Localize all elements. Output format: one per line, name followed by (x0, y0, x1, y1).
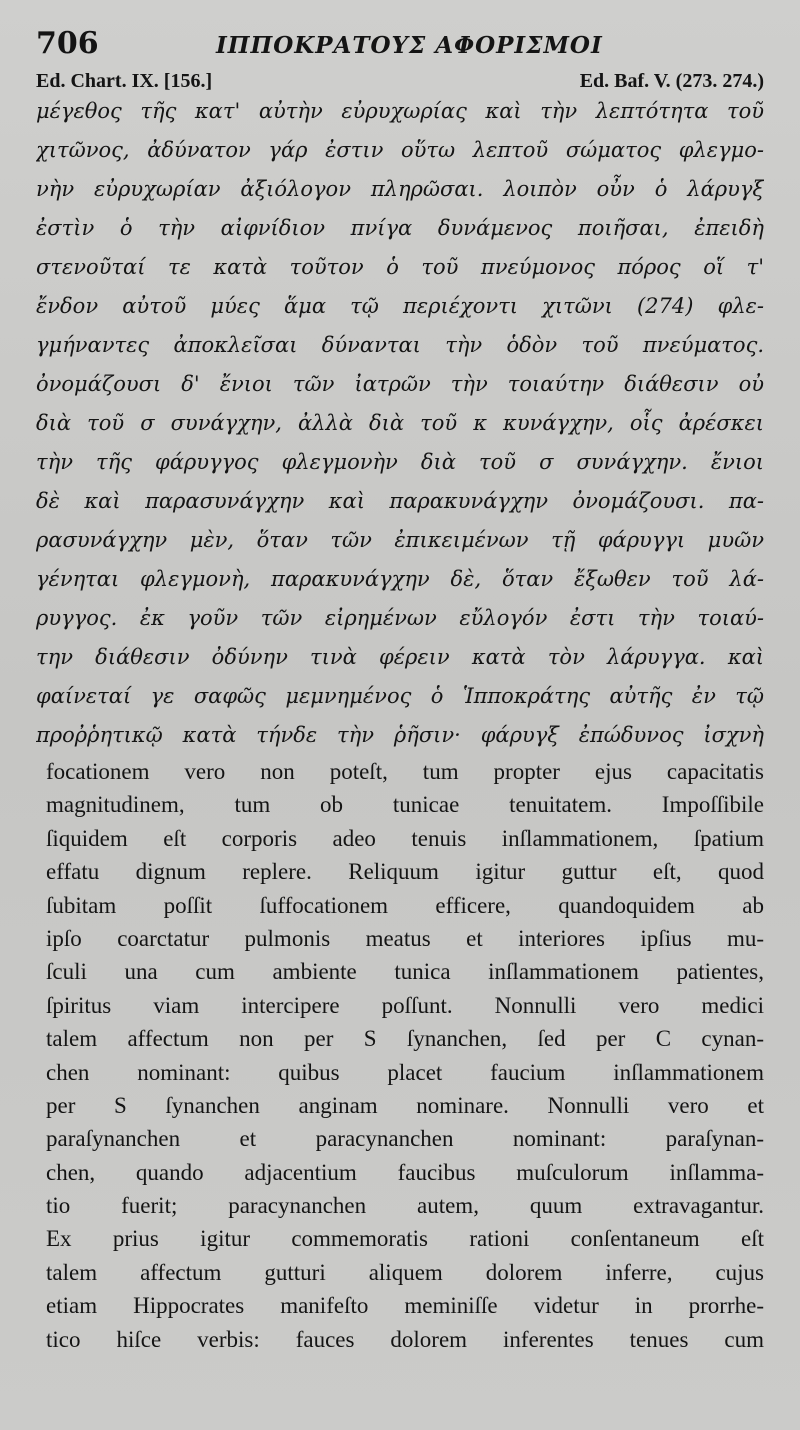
greek-text-line: ὀνομάζουσι δ' ἔνιοι τῶν ἰατρῶν τὴν τοιαύτην διάθεσιν οὐ (36, 372, 764, 396)
greek-text-line: ἐστὶν ὁ τὴν αἰφνίδιον πνίγα δυνάμενος ποιῆσαι, ἐπειδὴ (36, 216, 764, 240)
latin-text-line: tico hiſce verbis: fauces dolorem inferentes tenues cum (46, 1326, 764, 1352)
latin-text-line: etiam Hippocrates manifeſto meminiſſe videtur in prorrhe- (46, 1293, 764, 1319)
latin-text-line: per S ſynanchen anginam nominare. Nonnulli vero et (46, 1092, 764, 1118)
latin-text-line: focationem vero non poteſt, tum propter ejus capacitatis (46, 759, 764, 784)
greek-text-line: χιτῶνος, ἀδύνατον γάρ ἐστιν οὕτω λεπτοῦ σώματος φλεγμο- (36, 138, 764, 162)
greek-text-line: προῤῥητικῷ κατὰ τήνδε τὴν ῥῆσιν· φάρυγξ ἐπώδυνος ἰσχνὴ (36, 723, 764, 747)
greek-text-line: δὲ καὶ παρασυνάγχην καὶ παρακυνάγχην ὀνομάζουσι. πα- (36, 489, 764, 513)
greek-text-line: την διάθεσιν ὀδύνην τινὰ φέρειν κατὰ τὸν λάρυγγα. καὶ (36, 645, 764, 669)
greek-text-line: τὴν τῆς φάρυγγος φλεγμονὴν διὰ τοῦ σ συνάγχην. ἔνιοι (36, 450, 764, 474)
latin-text-line: ipſo coarctatur pulmonis meatus et interiores ipſius mu- (46, 925, 764, 951)
latin-text-line: magnitudinem, tum ob tunicae tenuitatem. Impoſſibile (46, 792, 764, 818)
greek-text-line: φαίνεταί γε σαφῶς μεμνημένος ὁ Ἱπποκράτης αὐτῆς ἐν τῷ (36, 684, 764, 708)
greek-text-line: ἔνδον αὐτοῦ μύες ἅμα τῷ περιέχοντι χιτῶνι (274) φλε- (36, 294, 764, 318)
edition-reference-right: Ed. Baf. V. (273. 274.) (579, 70, 764, 92)
latin-text-line: talem affectum non per S ſynanchen, ſed per C cynan- (46, 1026, 764, 1052)
latin-text-line: Ex prius igitur commemoratis rationi conſentaneum eſt (46, 1226, 764, 1252)
latin-text-line: effatu dignum replere. Reliquum igitur guttur eſt, quod (46, 859, 764, 885)
page-header (36, 26, 764, 66)
greek-text-line: διὰ τοῦ σ συνάγχην, ἀλλὰ διὰ τοῦ κ κυνάγχην, οἷς ἀρέσκει (36, 411, 764, 435)
greek-text-block (36, 92, 764, 755)
greek-text-line: στενοῦταί τε κατὰ τοῦτον ὁ τοῦ πνεύμονος πόρος οἵ τ' (36, 255, 764, 279)
latin-text-line: ſpiritus viam intercipere poſſunt. Nonnulli vero medici (46, 992, 764, 1018)
latin-text-line: chen, quando adjacentium faucibus muſculorum inſlamma- (46, 1159, 764, 1185)
greek-text-line: ρυγγος. ἐκ γοῦν τῶν εἰρημένων εὔλογόν ἐστι τὴν τοιαύ- (36, 606, 764, 630)
latin-text-line: ſubitam poſſit ſuffocationem efficere, quandoquidem ab (46, 892, 764, 918)
greek-text-line: ρασυνάγχην μὲν, ὅταν τῶν ἐπικειμένων τῇ φάρυγγι μυῶν (36, 528, 764, 552)
latin-text-line: ſiquidem eſt corporis adeo tenuis inſlammationem, ſpatium (46, 825, 764, 851)
greek-text-line: γένηται φλεγμονὴ, παρακυνάγχην δὲ, ὅταν ἔξωθεν τοῦ λά- (36, 567, 764, 591)
latin-text-block (46, 755, 764, 1356)
latin-text-line: talem affectum gutturi aliquem dolorem inferre, cujus (46, 1259, 764, 1285)
greek-text-line: νὴν εὐρυχωρίαν ἀξιόλογον πληρῶσαι. λοιπὸν οὖν ὁ λάρυγξ (36, 177, 764, 201)
latin-text-line: ſculi una cum ambiente tunica inſlammationem patientes, (46, 959, 764, 985)
greek-text-line: γμήναντες ἀποκλεῖσαι δύνανται τὴν ὁδὸν τοῦ πνεύματος. (36, 333, 764, 357)
edition-reference-left: Ed. Chart. IX. [156.] (36, 70, 213, 92)
latin-text-line: tio fuerit; paracynanchen autem, quum extravagantur. (46, 1193, 764, 1219)
greek-text-line: μέγεθος τῆς κατ' αὐτὴν εὐρυχωρίας καὶ τὴν λεπτότητα τοῦ (36, 99, 764, 123)
latin-text-line: chen nominant: quibus placet faucium inſlammationem (46, 1059, 764, 1085)
page-number: 706 (36, 26, 99, 61)
latin-text-line: paraſynanchen et paracynanchen nominant: paraſynan- (46, 1126, 764, 1152)
running-title: ΙΠΠΟΚΡΑΤΟΥΣ ΑΦΟΡΙΣΜΟΙ (216, 32, 603, 59)
